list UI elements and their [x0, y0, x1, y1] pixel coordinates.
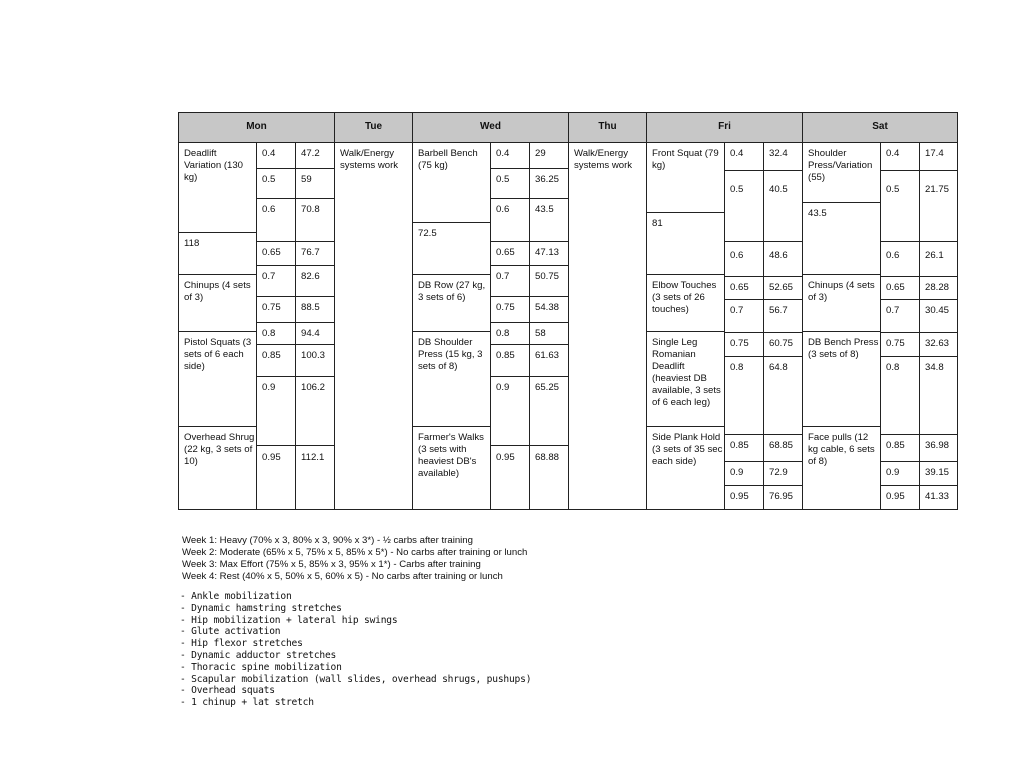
wed-pct: 0.75 — [491, 297, 530, 323]
sat-exercise-1: Shoulder Press/Variation (55) — [803, 143, 881, 203]
header-tue: Tue — [335, 113, 413, 143]
wed-pct: 0.95 — [491, 446, 530, 510]
sat-pct: 0.9 — [881, 462, 920, 486]
mon-pct: 0.5 — [257, 169, 296, 199]
mobility-item: - 1 chinup + lat stretch — [180, 697, 314, 709]
sat-kg: 41.33 — [920, 486, 958, 510]
mobility-item: - Overhead squats — [180, 685, 275, 697]
mon-kg: 70.8 — [296, 199, 335, 242]
wed-kg: 61.63 — [530, 345, 569, 377]
mon-kg: 76.7 — [296, 242, 335, 266]
sat-pct: 0.4 — [881, 143, 920, 171]
wed-exercise-2: 72.5 — [413, 223, 491, 275]
wed-exercise-5: Farmer's Walks (3 sets with heaviest DB's available) — [413, 427, 491, 510]
mon-kg: 100.3 — [296, 345, 335, 377]
fri-exercise-4: Single Leg Romanian Deadlift (heaviest DB available, 3 sets of 6 each leg) — [647, 332, 725, 427]
week-note: Week 2: Moderate (65% x 5, 75% x 5, 85% x 5*) - No carbs after training or lunch — [182, 547, 528, 558]
mobility-item: - Glute activation — [180, 626, 281, 638]
mobility-list — [180, 591, 531, 709]
mobility-item: - Scapular mobilization (wall slides, overhead shrugs, pushups) — [180, 673, 532, 685]
header-mon: Mon — [179, 113, 335, 143]
mon-kg: 94.4 — [296, 323, 335, 345]
wed-exercise-1: Barbell Bench (75 kg) — [413, 143, 491, 223]
mon-kg: 88.5 — [296, 297, 335, 323]
fri-kg: 76.95 — [764, 486, 803, 510]
wed-pct: 0.8 — [491, 323, 530, 345]
sat-kg: 32.63 — [920, 333, 958, 357]
thu-activity: Walk/Energy systems work — [569, 143, 647, 510]
fri-kg: 64.8 — [764, 357, 803, 435]
sat-kg: 26.1 — [920, 242, 958, 277]
mon-exercise-1: Deadlift Variation (130 kg) — [179, 143, 257, 233]
sat-kg: 34.8 — [920, 357, 958, 435]
fri-pct: 0.85 — [725, 435, 764, 462]
wed-pct: 0.4 — [491, 143, 530, 169]
mon-pct: 0.85 — [257, 345, 296, 377]
sat-pct: 0.85 — [881, 435, 920, 462]
sat-kg: 21.75 — [920, 171, 958, 242]
wed-exercise-3: DB Row (27 kg, 3 sets of 6) — [413, 275, 491, 332]
header-fri: Fri — [647, 113, 803, 143]
wed-kg: 50.75 — [530, 266, 569, 297]
fri-pct: 0.9 — [725, 462, 764, 486]
wed-kg: 43.5 — [530, 199, 569, 242]
tue-activity: Walk/Energy systems work — [335, 143, 413, 510]
sat-exercise-5: Face pulls (12 kg cable, 6 sets of 8) — [803, 427, 881, 510]
week-note: Week 1: Heavy (70% x 3, 80% x 3, 90% x 3*) - ½ carbs after training — [182, 535, 473, 546]
fri-pct: 0.4 — [725, 143, 764, 171]
mon-kg: 82.6 — [296, 266, 335, 297]
wed-pct: 0.65 — [491, 242, 530, 266]
week-note: Week 3: Max Effort (75% x 5, 85% x 3, 95% x 1*) - Carbs after training — [182, 559, 481, 570]
header-wed: Wed — [413, 113, 569, 143]
sat-exercise-2: 43.5 — [803, 203, 881, 275]
mobility-item: - Hip flexor stretches — [180, 638, 303, 650]
sat-exercise-3: Chinups (4 sets of 3) — [803, 275, 881, 332]
mon-pct: 0.6 — [257, 199, 296, 242]
mon-pct: 0.75 — [257, 297, 296, 323]
wed-kg: 29 — [530, 143, 569, 169]
fri-pct: 0.6 — [725, 242, 764, 277]
fri-kg: 52.65 — [764, 277, 803, 300]
mobility-item: - Dynamic adductor stretches — [180, 649, 337, 661]
mon-exercise-2: 118 — [179, 233, 257, 275]
mon-kg: 112.1 — [296, 446, 335, 510]
sat-pct: 0.65 — [881, 277, 920, 300]
fri-pct: 0.8 — [725, 357, 764, 435]
sat-kg: 30.45 — [920, 300, 958, 333]
workout-table — [178, 112, 958, 510]
week-note: Week 4: Rest (40% x 5, 50% x 5, 60% x 5) - No carbs after training or lunch — [182, 571, 503, 582]
mon-pct: 0.65 — [257, 242, 296, 266]
header-thu: Thu — [569, 113, 647, 143]
header-sat: Sat — [803, 113, 958, 143]
mobility-item: - Ankle mobilization — [180, 591, 292, 602]
wed-kg: 65.25 — [530, 377, 569, 446]
mon-kg: 47.2 — [296, 143, 335, 169]
mobility-item: - Thoracic spine mobilization — [180, 661, 342, 673]
wed-kg: 54.38 — [530, 297, 569, 323]
fri-pct: 0.5 — [725, 171, 764, 242]
fri-kg: 72.9 — [764, 462, 803, 486]
sat-kg: 28.28 — [920, 277, 958, 300]
mon-pct: 0.95 — [257, 446, 296, 510]
week-notes — [182, 535, 527, 583]
fri-pct: 0.75 — [725, 333, 764, 357]
mon-exercise-3: Chinups (4 sets of 3) — [179, 275, 257, 332]
sat-pct: 0.95 — [881, 486, 920, 510]
fri-exercise-5: Side Plank Hold (3 sets of 35 sec each side) — [647, 427, 725, 510]
mon-exercise-4: Pistol Squats (3 sets of 6 each side) — [179, 332, 257, 427]
mon-pct: 0.4 — [257, 143, 296, 169]
sat-pct: 0.75 — [881, 333, 920, 357]
mon-pct: 0.7 — [257, 266, 296, 297]
wed-pct: 0.85 — [491, 345, 530, 377]
fri-kg: 68.85 — [764, 435, 803, 462]
wed-exercise-4: DB Shoulder Press (15 kg, 3 sets of 8) — [413, 332, 491, 427]
fri-exercise-1: Front Squat (79 kg) — [647, 143, 725, 213]
fri-kg: 48.6 — [764, 242, 803, 277]
mon-pct: 0.9 — [257, 377, 296, 446]
sat-pct: 0.5 — [881, 171, 920, 242]
fri-exercise-2: 81 — [647, 213, 725, 275]
fri-kg: 60.75 — [764, 333, 803, 357]
fri-pct: 0.7 — [725, 300, 764, 333]
sat-pct: 0.8 — [881, 357, 920, 435]
wed-pct: 0.6 — [491, 199, 530, 242]
wed-kg: 36.25 — [530, 169, 569, 199]
sat-kg: 36.98 — [920, 435, 958, 462]
wed-pct: 0.9 — [491, 377, 530, 446]
fri-kg: 32.4 — [764, 143, 803, 171]
mon-exercise-5: Overhead Shrug (22 kg, 3 sets of 10) — [179, 427, 257, 510]
mon-kg: 59 — [296, 169, 335, 199]
sat-kg: 17.4 — [920, 143, 958, 171]
mon-pct: 0.8 — [257, 323, 296, 345]
wed-kg: 58 — [530, 323, 569, 345]
wed-pct: 0.7 — [491, 266, 530, 297]
wed-kg: 68.88 — [530, 446, 569, 510]
fri-pct: 0.65 — [725, 277, 764, 300]
fri-kg: 56.7 — [764, 300, 803, 333]
mobility-item: - Hip mobilization + lateral hip swings — [180, 614, 398, 626]
wed-kg: 47.13 — [530, 242, 569, 266]
wed-pct: 0.5 — [491, 169, 530, 199]
sat-kg: 39.15 — [920, 462, 958, 486]
mobility-item: - Dynamic hamstring stretches — [180, 602, 342, 614]
sat-pct: 0.6 — [881, 242, 920, 277]
fri-kg: 40.5 — [764, 171, 803, 242]
sat-exercise-4: DB Bench Press (3 sets of 8) — [803, 332, 881, 427]
mon-kg: 106.2 — [296, 377, 335, 446]
sat-pct: 0.7 — [881, 300, 920, 333]
fri-pct: 0.95 — [725, 486, 764, 510]
fri-exercise-3: Elbow Touches (3 sets of 26 touches) — [647, 275, 725, 332]
